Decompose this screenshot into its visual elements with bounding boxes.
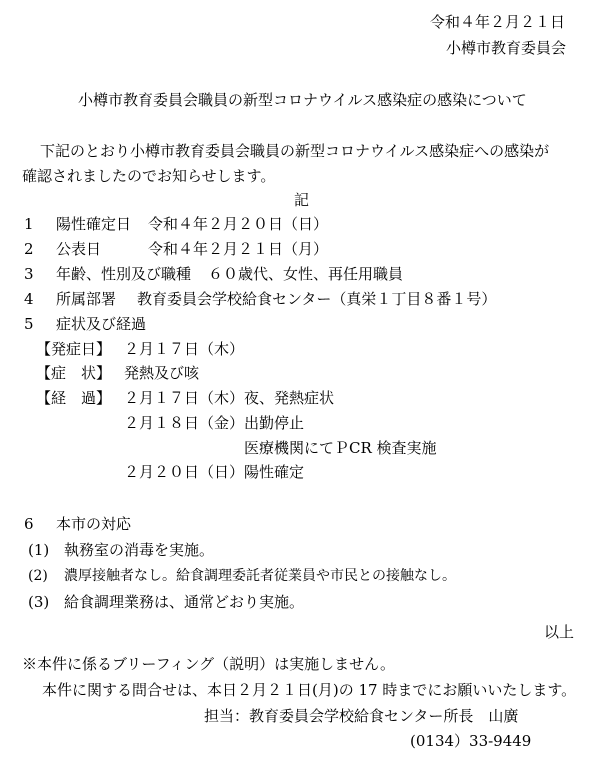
response-item-2-number: (2) [28, 568, 48, 584]
item-2-label: 公表日 [56, 240, 102, 258]
course-date-1: ２月１７日（木） [124, 389, 245, 407]
inquiry-note: 本件に関する問合せは、本日２月２１日(月)の 17 時までにお願いいたします。 [42, 681, 577, 699]
course-text-1: 夜、発熱症状 [244, 389, 335, 407]
closing-ijou: 以上 [544, 623, 575, 641]
course-date-4: ２月２０日（日） [124, 463, 245, 481]
item-5-label: 症状及び経過 [56, 315, 147, 333]
onset-label: 【発症日】 [36, 340, 112, 358]
briefing-note: ※本件に係るブリーフィング（説明）は実施しません。 [22, 655, 396, 673]
ki-marker: 記 [294, 191, 310, 209]
item-3-number: 3 [24, 265, 34, 283]
course-label: 【経 過】 [36, 389, 112, 407]
response-item-2-text: 濃厚接触者なし。給食調理委託者従業員や市民との接触なし。 [64, 568, 456, 584]
item-4-number: 4 [24, 290, 34, 308]
response-item-1-number: (1) [28, 541, 50, 559]
response-heading: 本市の対応 [56, 515, 132, 533]
course-date-2: ２月１８日（金） [124, 414, 245, 432]
contact-person: 担当：教育委員会学校給食センター所長 山廣 [204, 707, 519, 725]
course-text-2: 出勤停止 [244, 414, 305, 432]
item-3-value: ６０歳代、女性、再任用職員 [208, 265, 404, 283]
contact-phone: (0134）33-9449 [410, 732, 532, 750]
course-text-4: 陽性確定 [244, 463, 305, 481]
intro-line-2: 確認されましたのでお知らせします。 [22, 167, 276, 185]
item-4-value: 教育委員会学校給食センター（真栄１丁目８番１号） [137, 290, 497, 308]
item-1-label: 陽性確定日 [56, 215, 132, 233]
page-title: 小樽市教育委員会職員の新型コロナウイルス感染症の感染について [78, 91, 527, 109]
item-1-number: 1 [24, 215, 34, 233]
onset-value: ２月１７日（木） [124, 340, 245, 358]
symptom-label: 【症 状】 [36, 364, 112, 382]
document-date: 令和４年２月２１日 [430, 13, 566, 31]
issuer: 小樽市教育委員会 [446, 39, 567, 57]
response-number: 6 [24, 515, 34, 533]
symptom-value: 発熱及び咳 [124, 364, 200, 382]
item-2-value: 令和４年２月２１日（月） [148, 240, 329, 258]
response-item-3-number: (3) [28, 593, 50, 611]
response-item-3-text: 給食調理業務は、通常どおり実施。 [64, 593, 305, 611]
item-2-number: 2 [24, 240, 34, 258]
item-3-label: 年齢、性別及び職種 [56, 265, 192, 283]
item-1-value: 令和４年２月２０日（日） [148, 215, 329, 233]
course-text-3: 医療機関にてＰCR 検査実施 [244, 439, 437, 457]
item-4-label: 所属部署 [56, 290, 117, 308]
item-5-number: 5 [24, 315, 34, 333]
response-item-1-text: 執務室の消毒を実施。 [64, 541, 215, 559]
intro-line-1: 下記のとおり小樽市教育委員会職員の新型コロナウイルス感染症への感染が [40, 142, 550, 160]
